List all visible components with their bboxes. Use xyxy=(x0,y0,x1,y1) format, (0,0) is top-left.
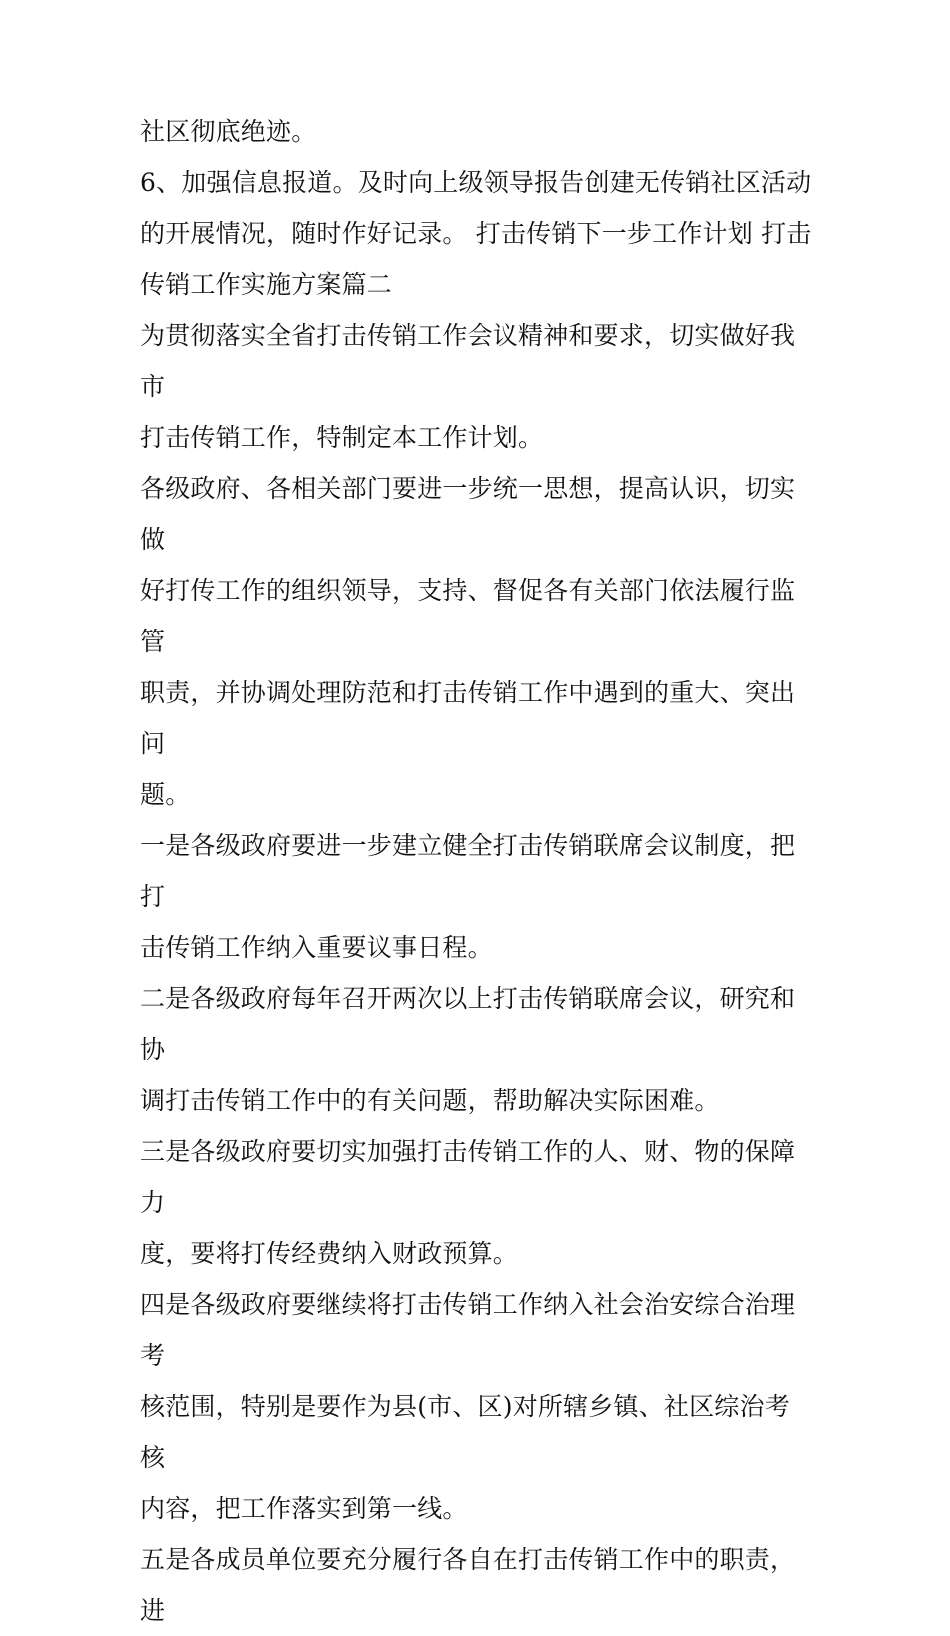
paragraph-1: 社区彻底绝迹。 xyxy=(140,117,317,146)
paragraph-5: 一是各级政府要进一步建立健全打击传销联席会议制度，把打 击传销工作纳入重要议事日程。 xyxy=(140,831,796,962)
paragraph-4: 各级政府、各相关部门要进一步统一思想，提高认识，切实做 好打传工作的组织领导，支持、督促各有关部门依法履行监管 职责，并协调处理防范和打击传销工作中遇到的重大、突出问 题。 xyxy=(140,474,796,809)
paragraph-9: 五是各成员单位要充分履行各自在打击传销工作中的职责，进 xyxy=(140,1545,796,1625)
paragraph-2: 6、加强信息报道。及时向上级领导报告创建无传销社区活动 的开展情况，随时作好记录。 打击传销下一步工作计划 打击 传销工作实施方案篇二 xyxy=(140,168,812,299)
paragraph-7: 三是各级政府要切实加强打击传销工作的人、财、物的保障力 度，要将打传经费纳入财政预算。 xyxy=(140,1137,796,1268)
document-body xyxy=(140,106,815,1636)
paragraph-8: 四是各级政府要继续将打击传销工作纳入社会治安综合治理考 核范围，特别是要作为县(市、区)对所辖乡镇、社区综治考核 内容，把工作落实到第一线。 xyxy=(140,1290,796,1523)
paragraph-3: 为贯彻落实全省打击传销工作会议精神和要求，切实做好我市 打击传销工作，特制定本工作计划。 xyxy=(140,321,796,452)
paragraph-6: 二是各级政府每年召开两次以上打击传销联席会议，研究和协 调打击传销工作中的有关问题，帮助解决实际困难。 xyxy=(140,984,796,1115)
